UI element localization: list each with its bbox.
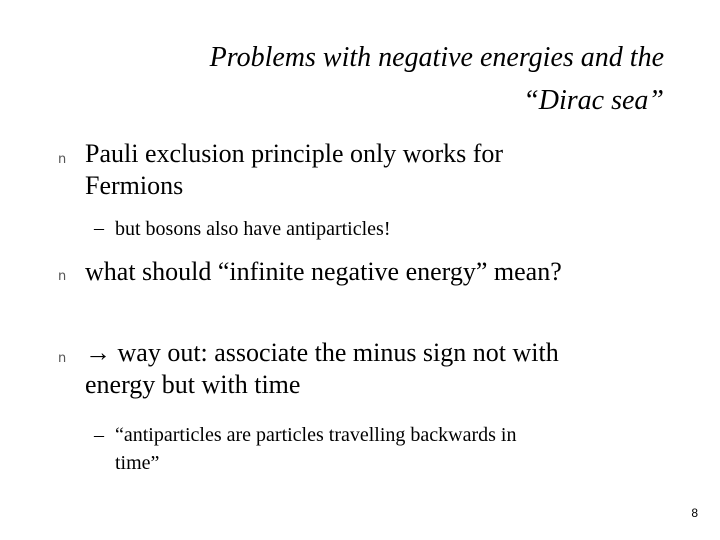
bullet-item-pauli-line-1: Pauli exclusion principle only works for xyxy=(85,139,504,168)
bullet-item-way-out-line-2: energy but with time xyxy=(85,370,301,399)
bullet-item-way-out xyxy=(85,337,685,401)
sub-bullet-bosons: but bosons also have antiparticles! xyxy=(115,218,391,240)
bullet-item-pauli-line-2: Fermions xyxy=(85,171,184,200)
right-arrow-icon: → xyxy=(85,338,111,367)
sub-bullet-marker: – xyxy=(94,217,104,239)
sub-bullet-antiparticles xyxy=(115,421,675,477)
bullet-marker: n xyxy=(58,152,67,167)
sub-bullet-antiparticles-line-1: “antiparticles are particles travelling backwards in xyxy=(115,424,517,446)
slide-title-line-2: “Dirac sea” xyxy=(523,85,664,116)
sub-bullet-marker: – xyxy=(94,424,104,446)
slide-title xyxy=(44,36,664,122)
bullet-marker: n xyxy=(58,269,67,284)
sub-bullet-antiparticles-line-2: time” xyxy=(115,452,160,474)
bullet-item-way-out-line-1 xyxy=(85,337,685,369)
bullet-marker: n xyxy=(58,351,67,366)
bullet-item-pauli xyxy=(85,138,685,202)
bullet-item-way-out-line-1-text: way out: associate the minus sign not with xyxy=(111,338,559,367)
slide-title-line-1: Problems with negative energies and the xyxy=(209,42,664,73)
page-number: 8 xyxy=(691,506,698,520)
bullet-item-infinite-energy: what should “infinite negative energy” mean? xyxy=(85,257,562,286)
